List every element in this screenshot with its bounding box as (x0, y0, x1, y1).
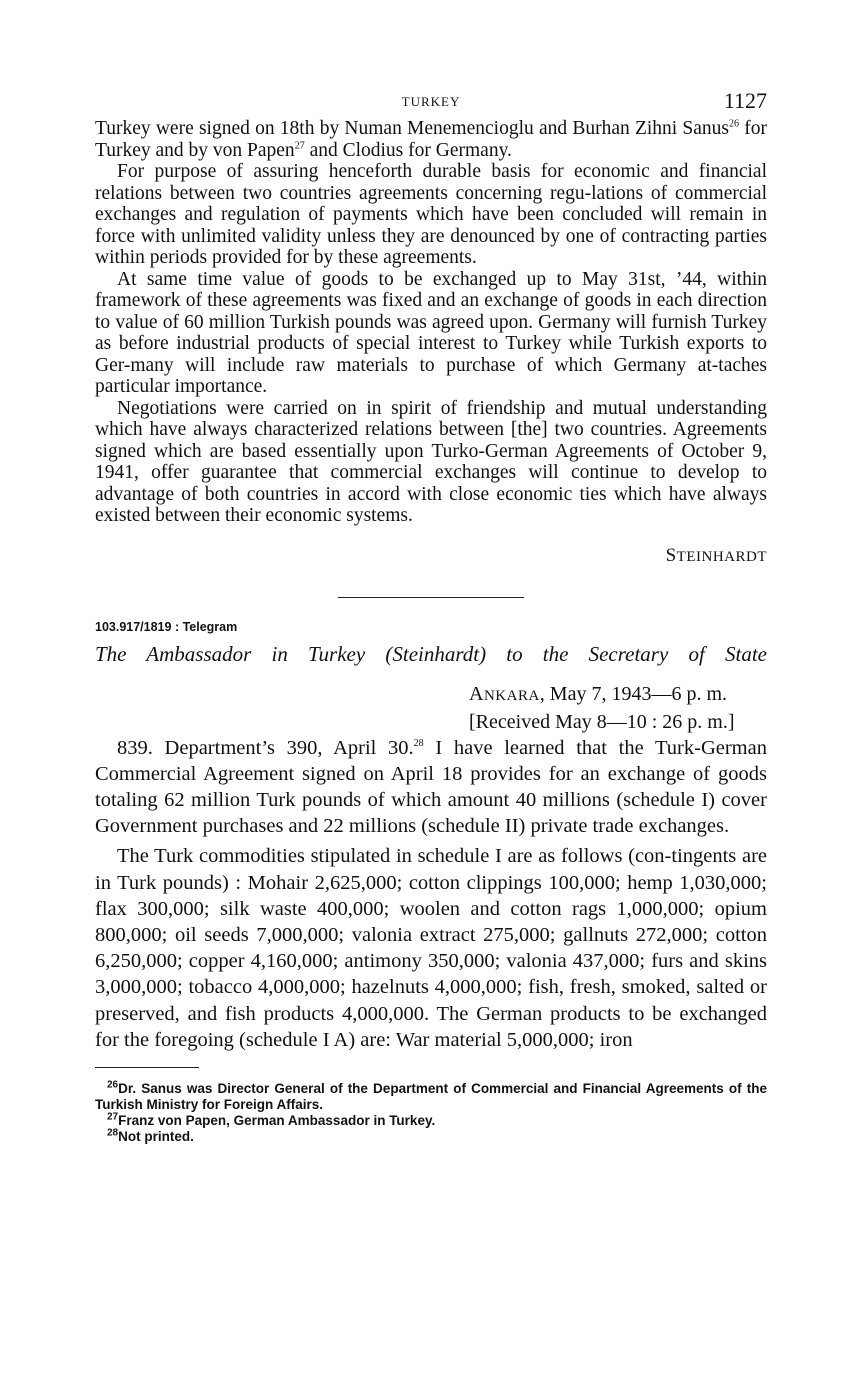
footnote (95, 1081, 767, 1113)
file-number: 103.917/1819 : Telegram (95, 619, 238, 634)
paragraph-text: At same time value of goods to be exchanged up to May 31st, ’44, within framework of these agreements was fixed and an exchange of goods in each direction to value of 60 million Turkish pounds was agreed upon. Germany will furnish Turkey as before industrial products of special interest to Turkey while Turkish exports to Ger-many will include raw materials to purchase of which Germany at-taches particular importance. (95, 268, 767, 397)
footnote-ref: 28 (413, 737, 424, 749)
paragraph-text: I have learned that the Turk-German Commercial Agreement signed on April 18 provides for an exchange of goods totaling 62 million Turk pounds of which amount 40 millions (schedule I) cover Government purchases and 22 millions (schedule II) private trade exchanges. (95, 736, 767, 838)
paragraph-text: Negotiations were carried on in spirit of friendship and mutual understanding which have always characterized relations between [the] two countries. Agreements signed which are based essentially upon Turko-German Agreements of October 9, 1941, offer guarantee that commercial exchanges will continue to develop to advantage of both countries in accord with close economic ties which have always existed between their economic systems. (95, 397, 767, 526)
received-date: [Received May 8—10 : 26 p. m.] (469, 710, 735, 733)
paragraph-text: The Turk commodities stipulated in schedule I are as follows (con-tingents are in Turk pounds) : Mohair 2,625,000; cotton clippings 100,000; hemp 1,030,000; flax 300,000; silk waste 400,000; woolen and cotton rags 1,000,000; opium 800,000; oil seeds 7,000,000; valonia extract 275,000; gallnuts 272,000; cotton 6,250,000; copper 4,160,000; antimony 350,000; valonia 437,000; furs and skins 3,000,000; tobacco 4,000,000; hazelnuts 4,000,000; fish, fresh, smoked, salted or preserved, and fish products 4,000,000. The German products to be exchanged for the foregoing (schedule I A) are: War material 5,000,000; iron (95, 845, 767, 1051)
paragraph (95, 118, 767, 161)
footnote (95, 1113, 767, 1129)
paragraph-text: 839. Department’s 390, April 30. (117, 736, 414, 759)
footnote-ref: 27 (294, 140, 305, 151)
paragraph (95, 269, 767, 398)
signature (95, 545, 767, 567)
paragraph (95, 843, 767, 1053)
footnotes (95, 1081, 767, 1145)
page-number: 1127 (723, 88, 767, 113)
paragraph-text: and Clodius for Germany. (304, 139, 512, 161)
section-divider (338, 597, 524, 598)
dateline-sent (469, 681, 767, 709)
paragraph (95, 398, 767, 527)
paragraph-text: For purpose of assuring henceforth durable basis for economic and financial relations between two countries agreements concerning regu-lations of commercial exchanges and regulation of payments which have been concluded will remain in force with unlimited validity unless they are denounced by one of contracting parties within periods provided for by these agreements. (95, 161, 767, 268)
footnote-number: 28 (107, 1127, 119, 1139)
footnote-text: Not printed. (118, 1128, 194, 1144)
footnote-text: Dr. Sanus was Director General of the Department of Commercial and Financial Agreements of the Turkish Ministry for Foreign Affairs. (95, 1080, 767, 1112)
sent-date: , May 7, 1943—6 p. m. (539, 682, 728, 705)
footnote-ref: 26 (729, 118, 740, 130)
paragraph-text: Turkey were signed on 18th by Numan Menemencioglu and Burhan Zihni Sanus (95, 118, 730, 139)
footnote-divider (95, 1067, 199, 1068)
footnote-text: Franz von Papen, German Ambassador in Turkey. (118, 1112, 436, 1128)
document-page (95, 88, 767, 1145)
footnote-number: 26 (107, 1079, 119, 1091)
document-title: The Ambassador in Turkey (Steinhardt) to the Secretary of State (95, 641, 767, 666)
place-rest: NKARA (483, 687, 540, 704)
dateline (469, 681, 767, 735)
footnote (95, 1129, 767, 1145)
signature-rest: TEINHARDT (676, 548, 767, 565)
paragraph (95, 735, 767, 840)
place-initial: A (469, 682, 484, 705)
running-head-title: TURKEY (401, 94, 461, 109)
running-head (95, 88, 767, 118)
signature-initial: S (665, 544, 677, 566)
footnote-number: 27 (107, 1111, 119, 1123)
paragraph (95, 161, 767, 269)
telegram-2-body (95, 735, 767, 1053)
telegram-1-body (95, 118, 767, 527)
paragraph-text: for Turkey and by von Papen (95, 118, 767, 161)
